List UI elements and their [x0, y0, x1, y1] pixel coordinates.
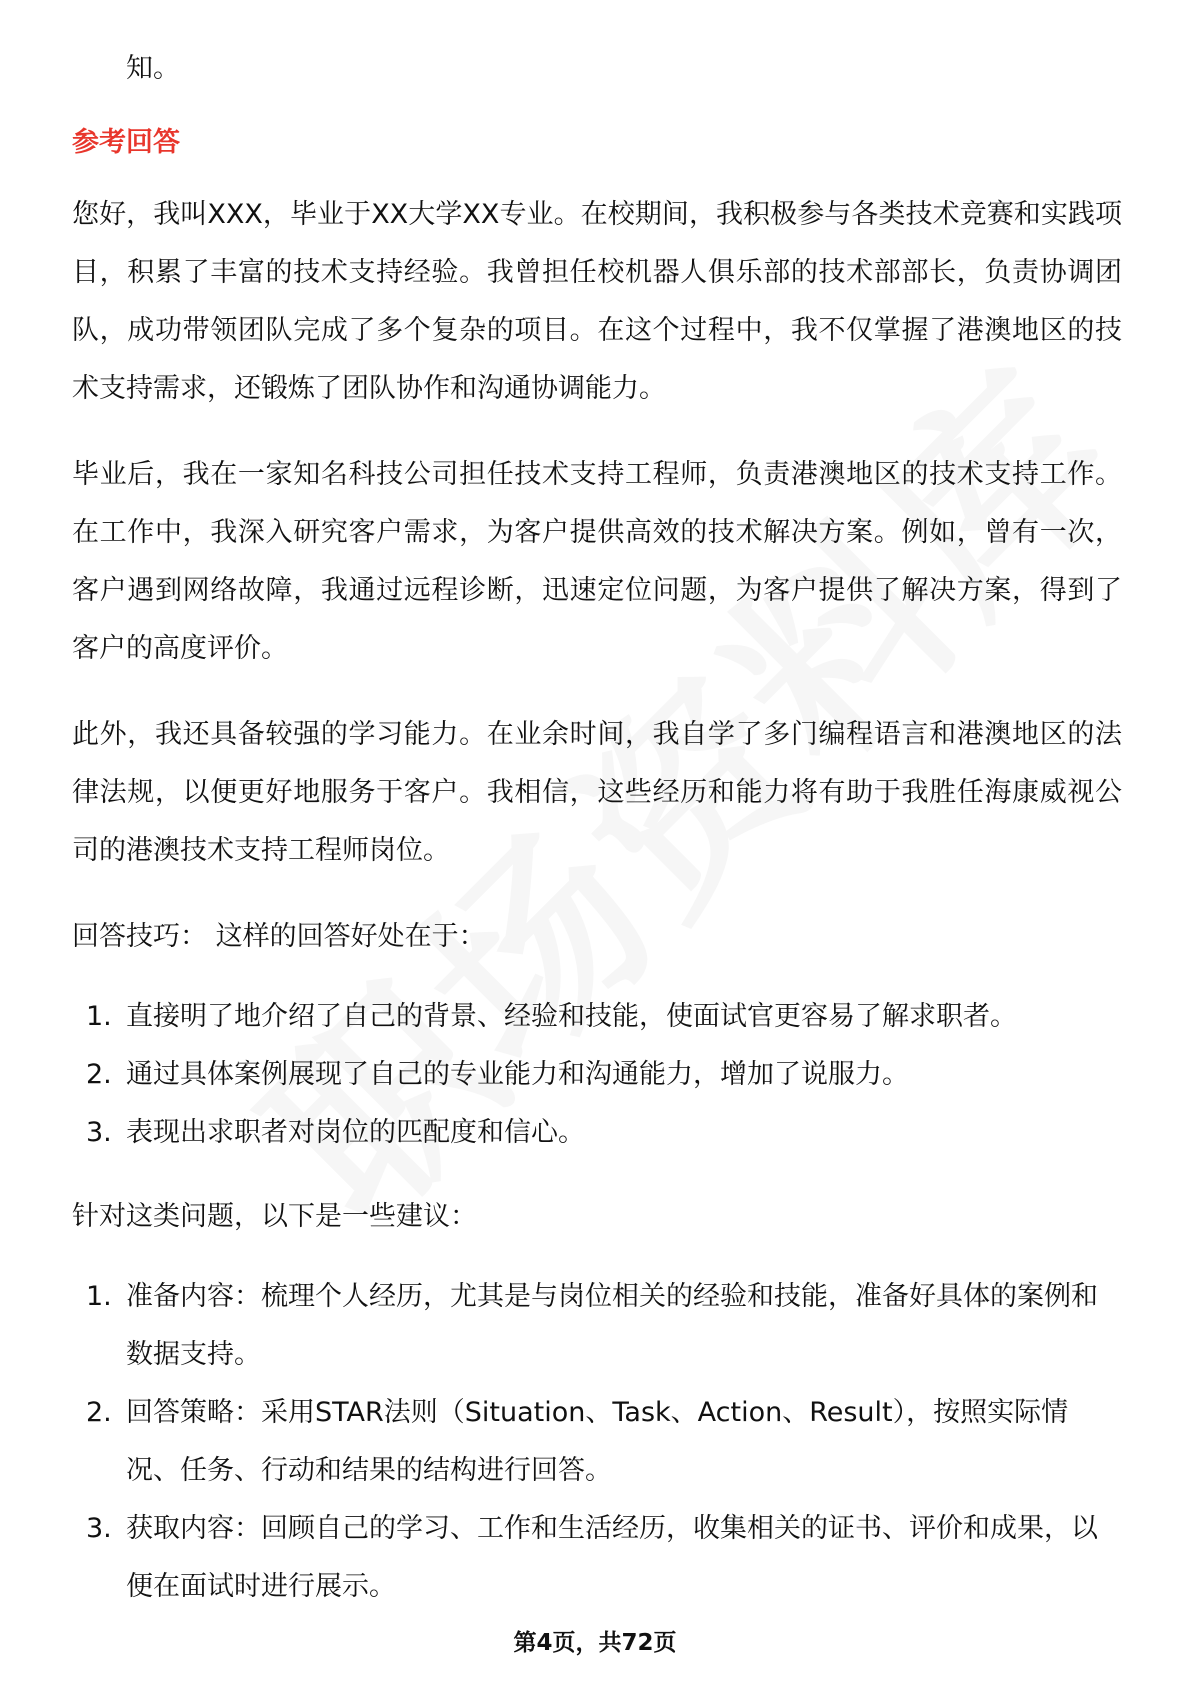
answer-paragraph-3: 此外，我还具备较强的学习能力。在业余时间，我自学了多门编程语言和港澳地区的法律法规，以便更好地服务于客户。我相信，这些经历和能力将有助于我胜任海康威视公司的港澳技术支持工程师岗位。 — [72, 719, 1122, 866]
tips-list — [72, 988, 1122, 1162]
list-text: 回答策略：采用STAR法则（Situation、Task、Action、Result），按照实际情况、任务、行动和结果的结构进行回答。 — [126, 1397, 1069, 1486]
list-text: 通过具体案例展现了自己的专业能力和沟通能力，增加了说服力。 — [126, 1059, 909, 1090]
section-title: 参考回答 — [72, 127, 180, 158]
list-text: 获取内容：回顾自己的学习、工作和生活经历，收集相关的证书、评价和成果，以便在面试时进行展示。 — [126, 1513, 1098, 1602]
advice-intro: 针对这类问题，以下是一些建议： — [72, 1201, 477, 1232]
page-content — [72, 40, 1122, 1642]
list-number: 3. — [86, 1513, 112, 1544]
list-item — [72, 1384, 1122, 1500]
list-number: 3. — [86, 1117, 112, 1148]
list-number: 1. — [86, 1281, 112, 1312]
list-item — [72, 988, 1122, 1046]
list-text: 准备内容：梳理个人经历，尤其是与岗位相关的经验和技能，准备好具体的案例和数据支持。 — [126, 1281, 1098, 1370]
list-item — [72, 1046, 1122, 1104]
list-text: 表现出求职者对岗位的匹配度和信心。 — [126, 1117, 585, 1148]
list-number: 2. — [86, 1397, 112, 1428]
list-number: 2. — [86, 1059, 112, 1090]
list-item — [72, 1500, 1122, 1616]
page-footer: 第4页，共72页 — [513, 1630, 677, 1656]
tips-intro: 回答技巧： 这样的回答好处在于： — [72, 921, 486, 952]
list-number: 1. — [86, 1001, 112, 1032]
list-item — [72, 1104, 1122, 1162]
continuation-text: 知。 — [126, 53, 180, 84]
list-text: 直接明了地介绍了自己的背景、经验和技能，使面试官更容易了解求职者。 — [126, 1001, 1017, 1032]
advice-list — [72, 1268, 1122, 1616]
list-item — [72, 1268, 1122, 1384]
answer-paragraph-1: 您好，我叫XXX，毕业于XX大学XX专业。在校期间，我积极参与各类技术竞赛和实践项目，积累了丰富的技术支持经验。我曾担任校机器人俱乐部的技术部部长，负责协调团队，成功带领团队完成了多个复杂的项目。在这个过程中，我不仅掌握了港澳地区的技术支持需求，还锻炼了团队协作和沟通协调能力。 — [72, 199, 1122, 404]
answer-paragraph-2: 毕业后，我在一家知名科技公司担任技术支持工程师，负责港澳地区的技术支持工作。在工作中，我深入研究客户需求，为客户提供高效的技术解决方案。例如，曾有一次，客户遇到网络故障，我通过远程诊断，迅速定位问题，为客户提供了解决方案，得到了客户的高度评价。 — [72, 459, 1122, 664]
